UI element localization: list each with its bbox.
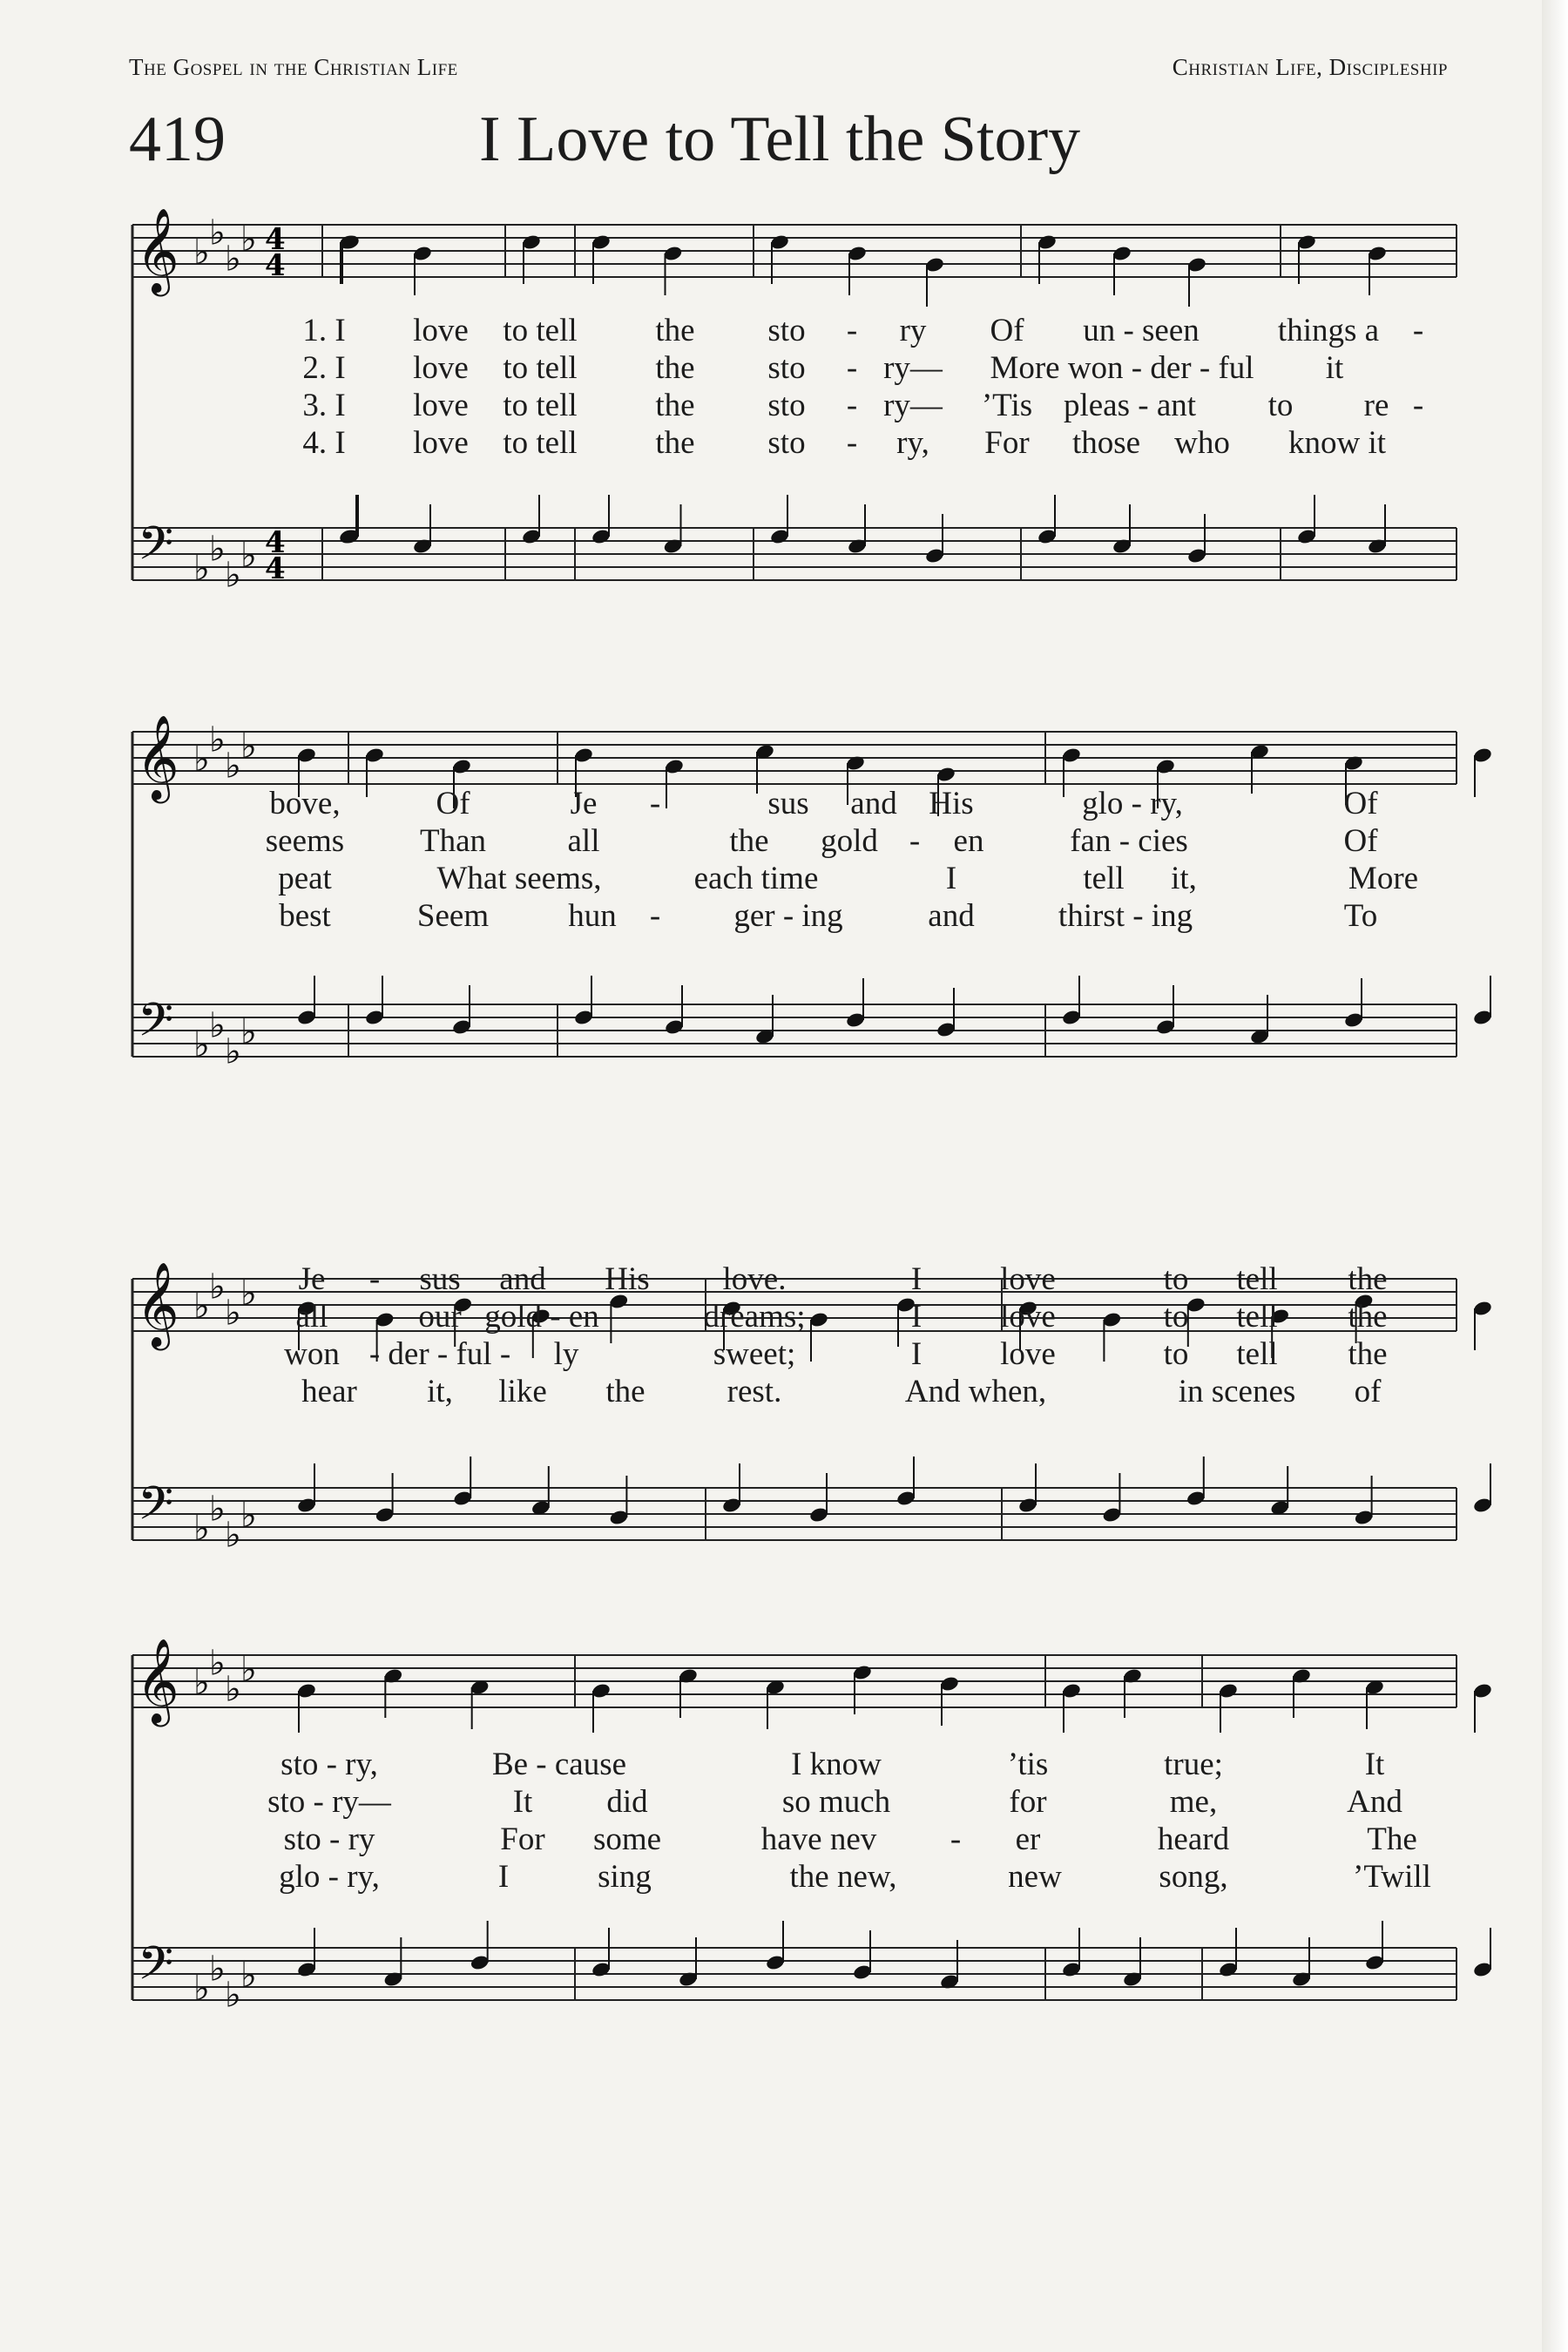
lyric-syllable: -: [649, 786, 661, 821]
flat-icon: ♭: [240, 1274, 257, 1314]
lyric-syllable: I: [945, 861, 957, 896]
lyric-syllable: en: [953, 823, 984, 859]
lyric-syllable: to tell: [503, 313, 578, 348]
lyric-syllable: sto: [767, 425, 806, 461]
flat-icon: ♭: [225, 1031, 241, 1072]
lyric-syllable: hear: [301, 1374, 357, 1409]
lyric-syllable: sto - ry—: [267, 1784, 391, 1820]
lyric-syllable: sto: [767, 350, 806, 386]
lyric-syllable: love: [1000, 1336, 1056, 1372]
lyric-syllable: like: [498, 1374, 547, 1409]
lyric-syllable: to: [1163, 1261, 1189, 1297]
lyric-syllable: His: [929, 786, 974, 821]
lyric-syllable: I: [910, 1299, 923, 1335]
hymn-title: I Love to Tell the Story: [479, 104, 1081, 175]
flat-icon: ♭: [209, 1267, 226, 1308]
lyric-syllable: the: [655, 350, 695, 386]
lyric-syllable: For: [500, 1821, 545, 1857]
lyric-syllable: Of: [1343, 823, 1378, 859]
flat-icon: ♭: [193, 549, 210, 589]
flat-icon: ♭: [240, 727, 257, 767]
lyric-syllable: new: [1008, 1859, 1062, 1895]
bass-clef-icon: 𝄢: [138, 1937, 174, 2002]
lyric-syllable: won: [284, 1336, 340, 1372]
lyric-syllable: tell: [1236, 1261, 1278, 1297]
flat-icon: ♭: [193, 1509, 210, 1549]
flat-icon: ♭: [225, 239, 241, 280]
running-head-left: The Gospel in the Christian Life: [129, 54, 458, 80]
lyric-syllable: to: [1267, 388, 1294, 423]
lyric-syllable: Je: [570, 786, 598, 821]
lyric-syllable: -: [846, 313, 858, 348]
lyric-syllable: -: [368, 1336, 381, 1372]
flat-icon: ♭: [209, 1005, 226, 1046]
lyric-syllable: of: [1354, 1374, 1382, 1409]
lyric-syllable: For: [984, 425, 1030, 461]
lyric-syllable: What seems,: [436, 861, 602, 896]
lyric-syllable: to: [1163, 1336, 1189, 1372]
time-signature-top: 4: [265, 525, 286, 560]
lyric-syllable: the: [655, 388, 695, 423]
flat-icon: ♭: [240, 1012, 257, 1052]
lyric-syllable: and: [928, 898, 975, 934]
lyric-syllable: the new,: [789, 1859, 897, 1895]
flat-icon: ♭: [193, 1025, 210, 1065]
lyric-syllable: love: [1000, 1299, 1056, 1335]
lyric-syllable: song,: [1159, 1859, 1228, 1895]
lyric-syllable: re: [1363, 388, 1389, 423]
lyric-syllable: More: [1348, 861, 1419, 896]
lyric-syllable: Of: [990, 313, 1024, 348]
flat-icon: ♭: [240, 536, 257, 576]
lyric-syllable: to: [1163, 1299, 1189, 1335]
treble-clef-icon: 𝄞: [136, 207, 179, 293]
lyric-syllable: Than: [419, 823, 487, 859]
lyric-syllable: The: [1367, 1821, 1417, 1857]
lyric-syllable: the: [1348, 1261, 1388, 1297]
lyric-syllable: His: [605, 1261, 650, 1297]
lyric-syllable: the: [1348, 1336, 1388, 1372]
lyric-syllable: heard: [1157, 1821, 1230, 1857]
lyric-syllable: those: [1071, 425, 1141, 461]
lyric-syllable: er: [1015, 1821, 1041, 1857]
lyric-syllable: -: [499, 1336, 511, 1372]
lyric-syllable: love: [413, 425, 469, 461]
lyric-syllable: ly: [553, 1336, 579, 1372]
lyric-syllable: It: [1364, 1747, 1385, 1782]
lyric-syllable: I: [497, 1859, 510, 1895]
lyric-syllable: glo - ry,: [279, 1859, 380, 1895]
flat-icon: ♭: [209, 213, 226, 253]
bass-clef-icon: 𝄢: [138, 994, 174, 1058]
lyric-syllable: And when,: [904, 1374, 1047, 1409]
flat-icon: ♭: [209, 529, 226, 570]
flat-icon: ♭: [240, 220, 257, 260]
flat-icon: ♭: [225, 1975, 241, 2016]
flat-icon: ♭: [209, 1489, 226, 1530]
lyric-syllable: ry—: [883, 388, 943, 423]
flat-icon: ♭: [225, 1293, 241, 1334]
lyric-syllable: It: [512, 1784, 533, 1820]
lyric-syllable: me,: [1169, 1784, 1218, 1820]
flat-icon: ♭: [225, 1515, 241, 1556]
flat-icon: ♭: [193, 1287, 210, 1327]
lyric-syllable: thirst - ing: [1058, 898, 1193, 934]
lyric-syllable: 1. I: [302, 313, 346, 348]
lyric-syllable: ry—: [883, 350, 943, 386]
flat-icon: ♭: [240, 1650, 257, 1690]
lyric-syllable: things a: [1277, 313, 1380, 348]
time-signature-bottom: 4: [265, 248, 286, 283]
lyric-syllable: sto - ry,: [280, 1747, 378, 1782]
lyric-syllable: sweet;: [713, 1336, 796, 1372]
lyric-syllable: it,: [427, 1374, 453, 1409]
lyric-syllable: who: [1174, 425, 1230, 461]
bass-clef-icon: 𝄢: [138, 517, 174, 582]
lyric-syllable: ger - ing: [733, 898, 843, 934]
running-head-right: Christian Life, Discipleship: [1172, 54, 1448, 80]
lyric-syllable: the: [729, 823, 769, 859]
lyric-syllable: der - ful: [388, 1336, 492, 1372]
lyric-syllable: the: [655, 313, 695, 348]
lyric-syllable: ’Twill: [1353, 1859, 1431, 1895]
lyric-syllable: sto - ry: [283, 1821, 375, 1857]
lyric-syllable: the: [1348, 1299, 1388, 1335]
bass-clef-icon: 𝄢: [138, 1477, 174, 1542]
lyric-syllable: true;: [1164, 1747, 1223, 1782]
lyric-syllable: the: [605, 1374, 645, 1409]
lyric-syllable: love: [413, 388, 469, 423]
time-signature-bottom: 4: [265, 551, 286, 586]
time-signature-top: 4: [265, 222, 286, 257]
lyric-syllable: Of: [1343, 786, 1378, 821]
lyric-syllable: it: [1325, 350, 1344, 386]
lyric-syllable: I: [910, 1261, 923, 1297]
treble-clef-icon: 𝄞: [136, 714, 179, 800]
flat-icon: ♭: [225, 1669, 241, 1710]
lyric-syllable: sus: [767, 786, 809, 821]
lyric-syllable: to tell: [503, 388, 578, 423]
lyric-syllable: love.: [722, 1261, 787, 1297]
hymn-number: 419: [129, 104, 226, 175]
lyric-syllable: sto: [767, 388, 806, 423]
lyric-syllable: 4. I: [302, 425, 346, 461]
lyric-syllable: To: [1343, 898, 1378, 934]
flat-icon: ♭: [209, 1949, 226, 1990]
lyric-syllable: each time: [693, 861, 819, 896]
lyric-syllable: to tell: [503, 425, 578, 461]
lyric-syllable: -: [909, 823, 921, 859]
lyric-syllable: the: [655, 425, 695, 461]
lyric-syllable: rest.: [727, 1374, 782, 1409]
lyric-syllable: bove,: [269, 786, 341, 821]
lyric-syllable: our: [418, 1299, 462, 1335]
lyric-syllable: have nev: [760, 1821, 877, 1857]
lyric-syllable: know it: [1288, 425, 1387, 461]
lyric-syllable: -: [846, 388, 858, 423]
treble-clef-icon: 𝄞: [136, 1638, 179, 1723]
flat-icon: ♭: [240, 1956, 257, 1996]
lyric-syllable: fan - cies: [1070, 823, 1188, 859]
lyric-syllable: tell: [1083, 861, 1125, 896]
lyric-syllable: glo - ry,: [1082, 786, 1183, 821]
lyric-syllable: love: [1000, 1261, 1056, 1297]
lyric-syllable: More won - der - ful: [990, 350, 1254, 386]
lyric-syllable: tell: [1236, 1299, 1278, 1335]
lyric-syllable: sus: [419, 1261, 461, 1297]
lyric-syllable: ry,: [896, 425, 929, 461]
lyric-syllable: did: [606, 1784, 648, 1820]
lyric-syllable: gold: [821, 823, 878, 859]
lyric-syllable: Seem: [416, 898, 490, 934]
lyric-syllable: it,: [1171, 861, 1197, 896]
lyric-syllable: -: [1412, 313, 1424, 348]
flat-icon: ♭: [193, 740, 210, 780]
lyric-syllable: ry: [899, 313, 927, 348]
lyric-syllable: pleas - ant: [1063, 388, 1197, 423]
flat-icon: ♭: [193, 1663, 210, 1703]
lyric-syllable: all: [567, 823, 600, 859]
lyric-syllable: -: [649, 898, 661, 934]
lyric-syllable: and: [499, 1261, 546, 1297]
lyric-syllable: sing: [598, 1859, 652, 1895]
lyric-syllable: peat: [278, 861, 332, 896]
flat-icon: ♭: [225, 746, 241, 787]
lyric-syllable: in scenes: [1178, 1374, 1296, 1409]
lyric-syllable: And: [1347, 1784, 1402, 1820]
lyric-syllable: love: [413, 313, 469, 348]
lyric-syllable: -: [950, 1821, 962, 1857]
lyric-syllable: un - seen: [1083, 313, 1200, 348]
lyric-syllable: sto: [767, 313, 806, 348]
flat-icon: ♭: [209, 720, 226, 760]
lyric-syllable: love: [413, 350, 469, 386]
lyric-syllable: best: [279, 898, 331, 934]
treble-clef-icon: 𝄞: [136, 1261, 179, 1347]
lyric-syllable: I know: [791, 1747, 882, 1782]
flat-icon: ♭: [209, 1643, 226, 1684]
lyric-syllable: some: [592, 1821, 662, 1857]
lyric-syllable: dreams;: [703, 1299, 806, 1335]
lyric-syllable: seems: [265, 823, 345, 859]
lyric-syllable: 2. I: [302, 350, 346, 386]
lyric-syllable: -: [846, 425, 858, 461]
flat-icon: ♭: [193, 1969, 210, 2009]
lyric-syllable: for: [1009, 1784, 1047, 1820]
lyric-syllable: -: [368, 1261, 381, 1297]
lyric-syllable: to tell: [503, 350, 578, 386]
lyric-syllable: hun: [568, 898, 617, 934]
lyric-syllable: -: [1412, 388, 1424, 423]
flat-icon: ♭: [193, 233, 210, 273]
lyric-syllable: so much: [781, 1784, 891, 1820]
lyric-syllable: -: [846, 350, 858, 386]
lyric-syllable: Of: [436, 786, 470, 821]
lyric-syllable: and: [850, 786, 897, 821]
lyric-syllable: tell: [1236, 1336, 1278, 1372]
lyric-syllable: 3. I: [302, 388, 346, 423]
lyric-syllable: Je: [298, 1261, 326, 1297]
lyric-syllable: ’Tis: [981, 388, 1033, 423]
lyric-syllable: Be - cause: [491, 1747, 627, 1782]
lyric-syllable: gold - en: [484, 1299, 599, 1335]
lyric-syllable: I: [910, 1336, 923, 1372]
flat-icon: ♭: [240, 1496, 257, 1536]
lyric-syllable: all: [295, 1299, 328, 1335]
lyric-syllable: ’tis: [1007, 1747, 1049, 1782]
flat-icon: ♭: [225, 555, 241, 596]
